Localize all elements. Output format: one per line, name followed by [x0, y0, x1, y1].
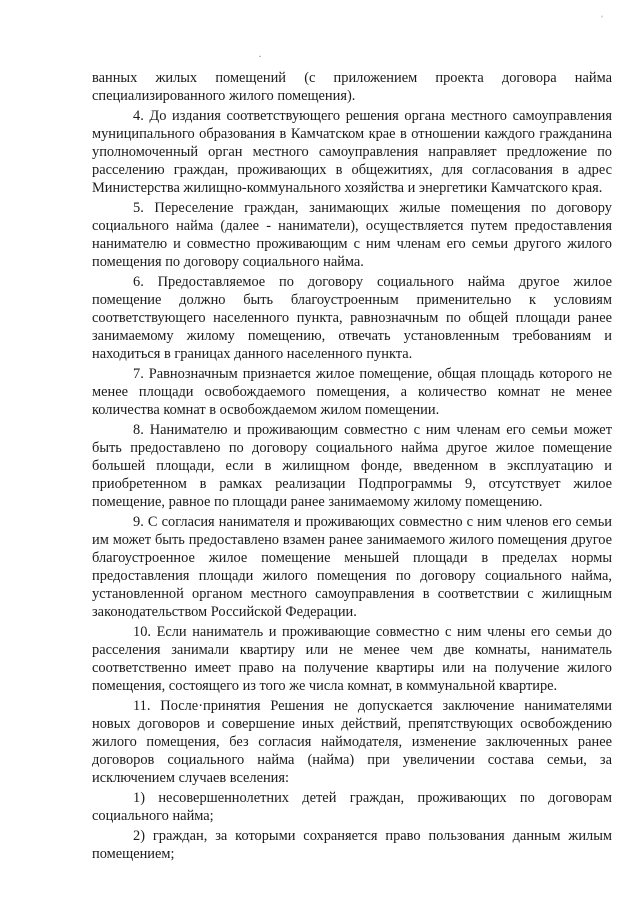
paragraph-7: 7. Равнозначным признается жилое помещение, общая площадь которого не менее площади освобождаемого помещения, а количество комнат не менее количества комнат в освобождаемом жилом помещении.: [92, 366, 612, 418]
paragraph-9: 9. С согласия нанимателя и проживающих совместно с ним членов его семьи им может быть предоставлено взамен ранее занимаемого жилого помещения другое благоустроенное жилое помещение меньшей площади в пределах нормы предоставления площади жилого помещения по договору социального найма, установленной органом местного самоуправления в соответствии с жилищным законодательством Российской Федерации.: [92, 514, 612, 620]
paragraph-4: 4. До издания соответствующего решения органа местного самоуправления муниципального образования в Камчатском крае в отношении каждого гражданина уполномоченный орган местного самоуправления направляет предложение по расселению граждан, проживающих в общежитиях, для согласования в адрес Министерства жилищно-коммунального хозяйства и энергетики Камчатского края.: [92, 108, 612, 196]
scan-speck: ·: [258, 49, 262, 63]
list-item-2: 2) граждан, за которыми сохраняется право пользования данным жилым помещением;: [92, 828, 612, 862]
paragraph-5: 5. Переселение граждан, занимающих жилые помещения по договору социального найма (далее - наниматели), осуществляется путем предоставления нанимателю и совместно проживающим с ним членам его семьи другого жилого помещения по договору социального найма.: [92, 200, 612, 270]
paragraph-11: 11. После·принятия Решения не допускается заключение нанимателями новых договоров и совершение иных действий, препятствующих освобождению жилого помещения, без согласия наймодателя, изменение заключенных ранее договоров социального найма (найма) при увеличении состава семьи, за исключением случаев вселения:: [92, 698, 612, 786]
paragraph-6: 6. Предоставляемое по договору социального найма другое жилое помещение должно быть благоустроенным применительно к условиям соответствующего населенного пункта, равнозначным по общей площади ранее занимаемому жилому помещению, отвечать установленным требованиям и находиться в границах данного населенного пункта.: [92, 274, 612, 362]
scan-mark: ˈ: [600, 13, 604, 27]
paragraph-10: 10. Если наниматель и проживающие совместно с ним члены его семьи до расселения занимали квартиру или не менее чем две комнаты, наниматель соответственно имеет право на получение квартиры или на получение жилого помещения, состоящего из того же числа комнат, в коммунальной квартире.: [92, 624, 612, 694]
paragraph-8: 8. Нанимателю и проживающим совместно с ним членам его семьи может быть предоставлено по договору социального найма другое жилое помещение большей площади, если в жилищном фонде, введенном в эксплуатацию и приобретенном в рамках реализации Подпрограммы 9, отсутствует жилое помещение, равное по площади ранее занимаемому жилому помещению.: [92, 422, 612, 510]
paragraph-continuation: ванных жилых помещений (с приложением проекта договора найма специализированного жилого помещения).: [92, 70, 612, 104]
document-body: [92, 69, 612, 865]
list-item-1: 1) несовершеннолетних детей граждан, проживающих по договорам социального найма;: [92, 790, 612, 824]
